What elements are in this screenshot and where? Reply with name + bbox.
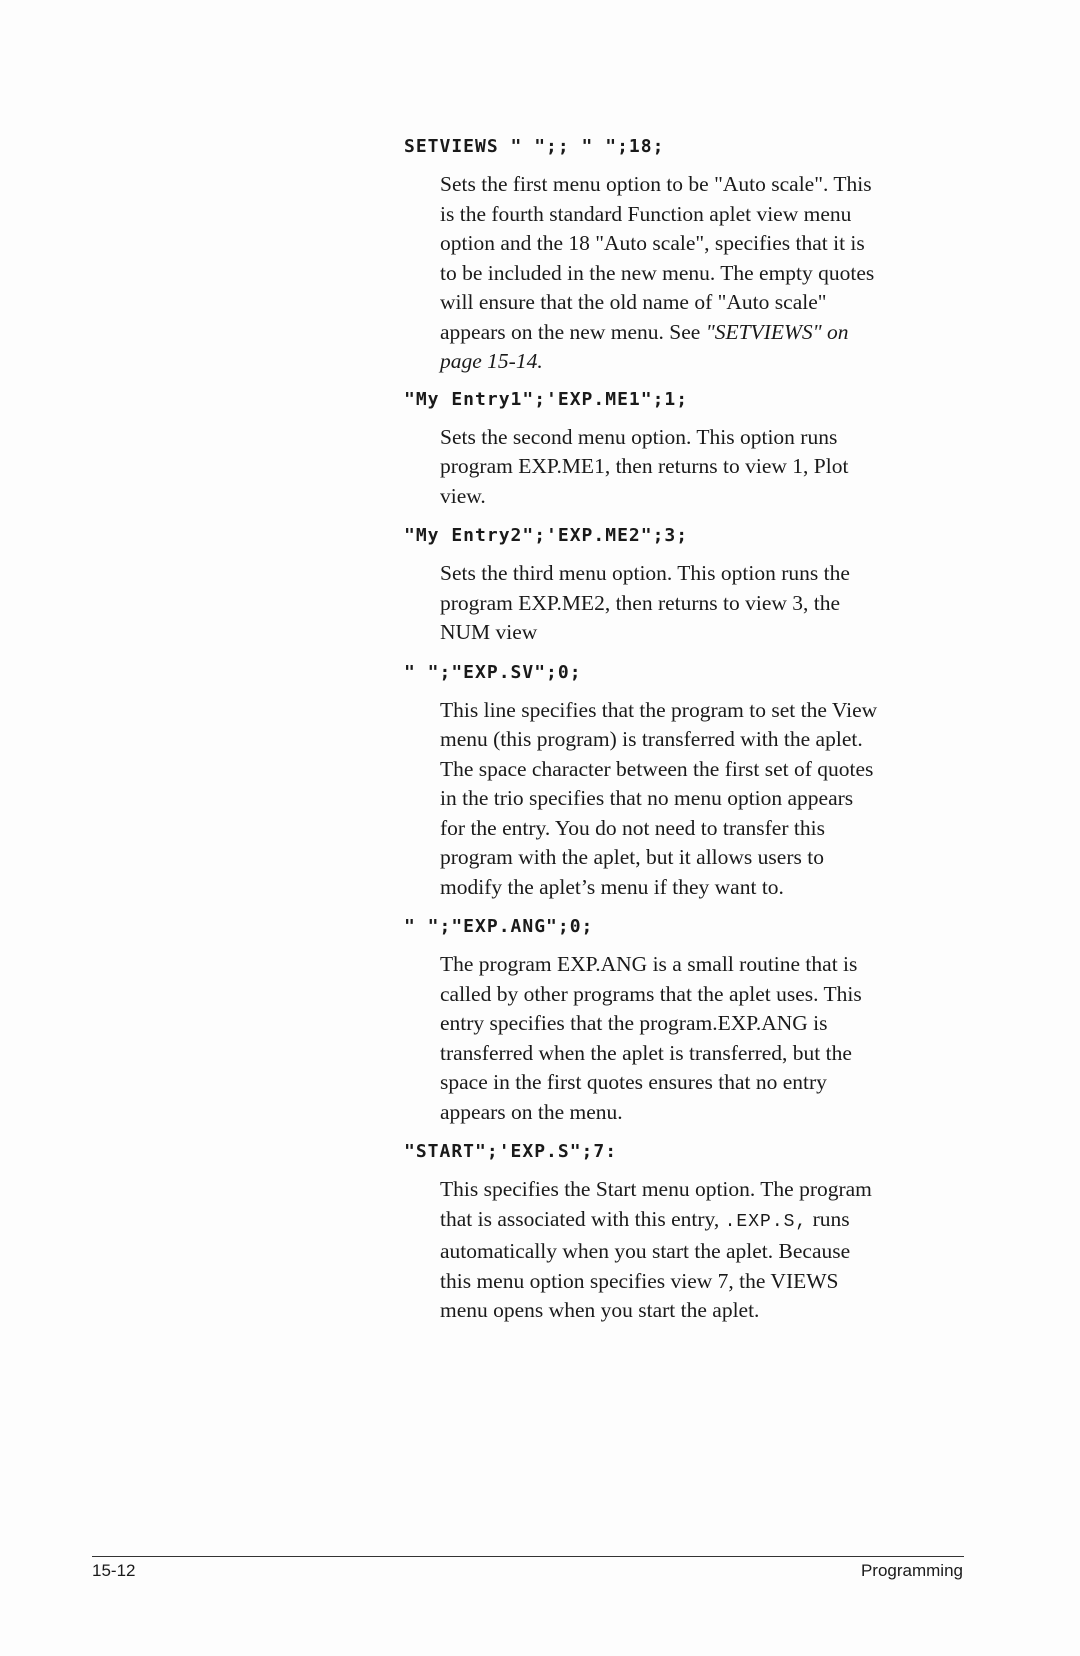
content-column xyxy=(404,132,904,1326)
description-exp-sv: This line specifies that the program to set the View menu (this program) is transferred with the aplet. The space character between the first set of quotes in the trio specifies that no menu option appears for the entry. You do not need to transfer this program with the aplet, but it allows users to modify the aplet’s menu if they want to. xyxy=(440,697,878,899)
code-line-my-entry2: "My Entry2";'EXP.ME2";3; xyxy=(404,525,689,546)
description-start-text-after: runs automatically when you start the aplet. Because this menu option specifies view 7, the VIEWS menu opens when you start the aplet. xyxy=(440,1206,851,1322)
cross-reference-setviews: "SETVIEWS" on page 15-14. xyxy=(440,319,849,373)
description-setviews xyxy=(404,170,880,377)
code-line-my-entry1: "My Entry1";'EXP.ME1";1; xyxy=(404,388,689,410)
footer-section-title: Programming xyxy=(860,1561,963,1580)
description-my-entry1: Sets the second menu option. This option runs program EXP.ME1, then returns to view 1, Plot view. xyxy=(440,424,849,508)
description-start xyxy=(404,1175,880,1326)
footer-page-number: 15-12 xyxy=(92,1561,136,1580)
footer-divider xyxy=(92,1556,964,1557)
code-line-setviews: SETVIEWS " ";; " ";18; xyxy=(404,136,665,157)
inline-code-exp-s: .EXP.S, xyxy=(724,1211,808,1232)
description-start-text-before: This specifies the Start menu option. The program that is associated with this entry, xyxy=(440,1177,872,1231)
code-line-exp-ang: " ";"EXP.ANG";0; xyxy=(404,916,594,937)
description-my-entry2: Sets the third menu option. This option runs the program EXP.ME2, then returns to view 3, the NUM view xyxy=(440,561,850,644)
code-line-start: "START";'EXP.S";7: xyxy=(404,1141,618,1162)
description-setviews-text: Sets the first menu option to be "Auto scale". This is the fourth standard Function aplet view menu option and the 18 "Auto scale", specifies that it is to be included in the new menu. The empty quotes will ensure that the old name of "Auto scale" appears on the new menu. See xyxy=(440,172,875,344)
description-exp-ang: The program EXP.ANG is a small routine that is called by other programs that the aplet uses. This entry specifies that the program.EXP.ANG is transferred when the aplet is transferred, but the space in the first quotes ensures that no entry appears on the menu. xyxy=(440,952,862,1124)
code-line-exp-sv: " ";"EXP.SV";0; xyxy=(404,661,582,683)
